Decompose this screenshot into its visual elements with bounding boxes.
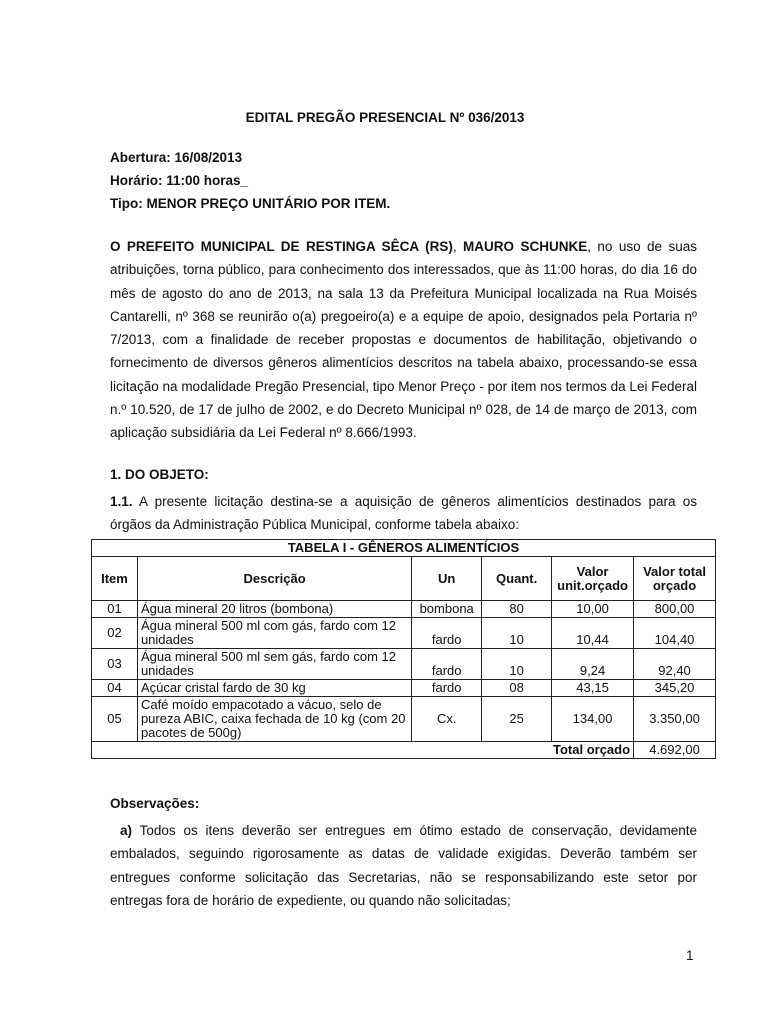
table-row	[92, 680, 716, 697]
row-quant: 10	[482, 649, 552, 680]
intro-lead: O PREFEITO MUNICIPAL DE RESTINGA SÊCA (RS)	[110, 239, 453, 254]
row-total: 3.350,00	[634, 697, 716, 742]
table-header-row	[92, 557, 716, 601]
total-label: Total orçado	[92, 742, 634, 759]
abertura-line: Abertura: 16/08/2013	[110, 150, 243, 165]
header-descricao: Descrição	[137, 557, 411, 601]
tipo-line: Tipo: MENOR PREÇO UNITÁRIO POR ITEM.	[110, 196, 391, 211]
row-quant: 80	[482, 601, 552, 618]
row-total: 104,40	[634, 618, 716, 649]
table-caption-row	[92, 540, 716, 557]
row-un: bombona	[412, 601, 482, 618]
row-item: 05	[92, 697, 138, 742]
row-descricao: Açúcar cristal fardo de 30 kg	[137, 680, 411, 697]
row-unit: 134,00	[552, 697, 634, 742]
page-number: 1	[686, 948, 694, 963]
table-row	[92, 618, 716, 649]
section-1-number: 1.1.	[110, 494, 133, 509]
header-valor-total: Valor total orçado	[634, 557, 716, 601]
row-quant: 10	[482, 618, 552, 649]
intro-name: MAURO SCHUNKE	[463, 239, 588, 254]
row-item: 04	[92, 680, 138, 697]
goods-table	[91, 539, 716, 759]
intro-text: , no uso de suas atribuições, torna público, para conhecimento dos interessados, que às 11:00 horas, do dia 16 do mês de agosto do ano de 2013, na sala 13 da Prefeitura Municipal localizada na Rua Moisés Cantarelli, nº 368 se reunirão o(a) pregoeiro(a) e a equipe de apoio, designados pela Portaria nº 7/2013, com a finalidade de receber propostas e documentos de habilitação, objetivando o fornecimento de diversos gêneros alimentícios descritos na tabela abaixo, processando-se essa licitação na modalidade Pregão Presencial, tipo Menor Preço - por item nos termos da Lei Federal n.º 10.520, de 17 de julho de 2002, e do Decreto Municipal nº 028, de 14 de março de 2013, com aplicação subsidiária da Lei Federal nº 8.666/1993.	[110, 239, 697, 441]
row-total: 800,00	[634, 601, 716, 618]
intro-paragraph	[110, 235, 697, 445]
row-unit: 10,44	[552, 618, 634, 649]
header-un: Un	[412, 557, 482, 601]
row-item: 03	[92, 649, 138, 680]
row-quant: 25	[482, 697, 552, 742]
meta-block	[110, 146, 390, 215]
row-un: fardo	[412, 618, 482, 649]
row-quant: 08	[482, 680, 552, 697]
table-caption: TABELA I - GÊNEROS ALIMENTÍCIOS	[92, 540, 716, 557]
header-quant: Quant.	[482, 557, 552, 601]
row-descricao: Café moído empacotado a vácuo, selo de pureza ABIC, caixa fechada de 10 kg (com 20 pacotes de 500g)	[137, 697, 411, 742]
row-unit: 9,24	[552, 649, 634, 680]
header-item: Item	[92, 557, 138, 601]
table-row	[92, 601, 716, 618]
row-item: 02	[92, 618, 138, 649]
row-descricao: Água mineral 20 litros (bombona)	[137, 601, 411, 618]
header-valor-unit: Valor unit.orçado	[552, 557, 634, 601]
document-title: EDITAL PREGÃO PRESENCIAL Nº 036/2013	[245, 110, 525, 125]
row-descricao: Água mineral 500 ml com gás, fardo com 12 unidades	[137, 618, 411, 649]
row-unit: 10,00	[552, 601, 634, 618]
intro-separator: ,	[452, 239, 464, 254]
horario-line: Horário: 11:00 horas_	[110, 173, 249, 188]
row-unit: 43,15	[552, 680, 634, 697]
observacoes-title: Observações:	[110, 796, 200, 811]
observacao-a-text: Todos os itens deverão ser entregues em ótimo estado de conservação, devidamente embalados, seguindo rigorosamente as datas de validade exigidas. Deverão também ser entregues conforme solicitação das Secretarias, não se responsabilizando este setor por entregas fora de horário de expediente, ou quando não solicitadas;	[110, 823, 697, 908]
row-descricao: Água mineral 500 ml sem gás, fardo com 12 unidades	[137, 649, 411, 680]
row-un: Cx.	[412, 697, 482, 742]
section-1-text: A presente licitação destina-se a aquisição de gêneros alimentícios destinados para os órgãos da Administração Pública Municipal, conforme tabela abaixo:	[110, 494, 697, 533]
section-1-title: 1. DO OBJETO:	[110, 467, 209, 482]
table-row	[92, 697, 716, 742]
row-un: fardo	[412, 649, 482, 680]
total-value: 4.692,00	[634, 742, 716, 759]
row-total: 92,40	[634, 649, 716, 680]
observacao-a-paragraph	[110, 819, 697, 912]
row-un: fardo	[412, 680, 482, 697]
row-total: 345,20	[634, 680, 716, 697]
table-row	[92, 649, 716, 680]
row-item: 01	[92, 601, 138, 618]
section-1-paragraph	[110, 490, 697, 537]
table-total-row	[92, 742, 716, 759]
observacao-a-label: a)	[120, 823, 133, 838]
